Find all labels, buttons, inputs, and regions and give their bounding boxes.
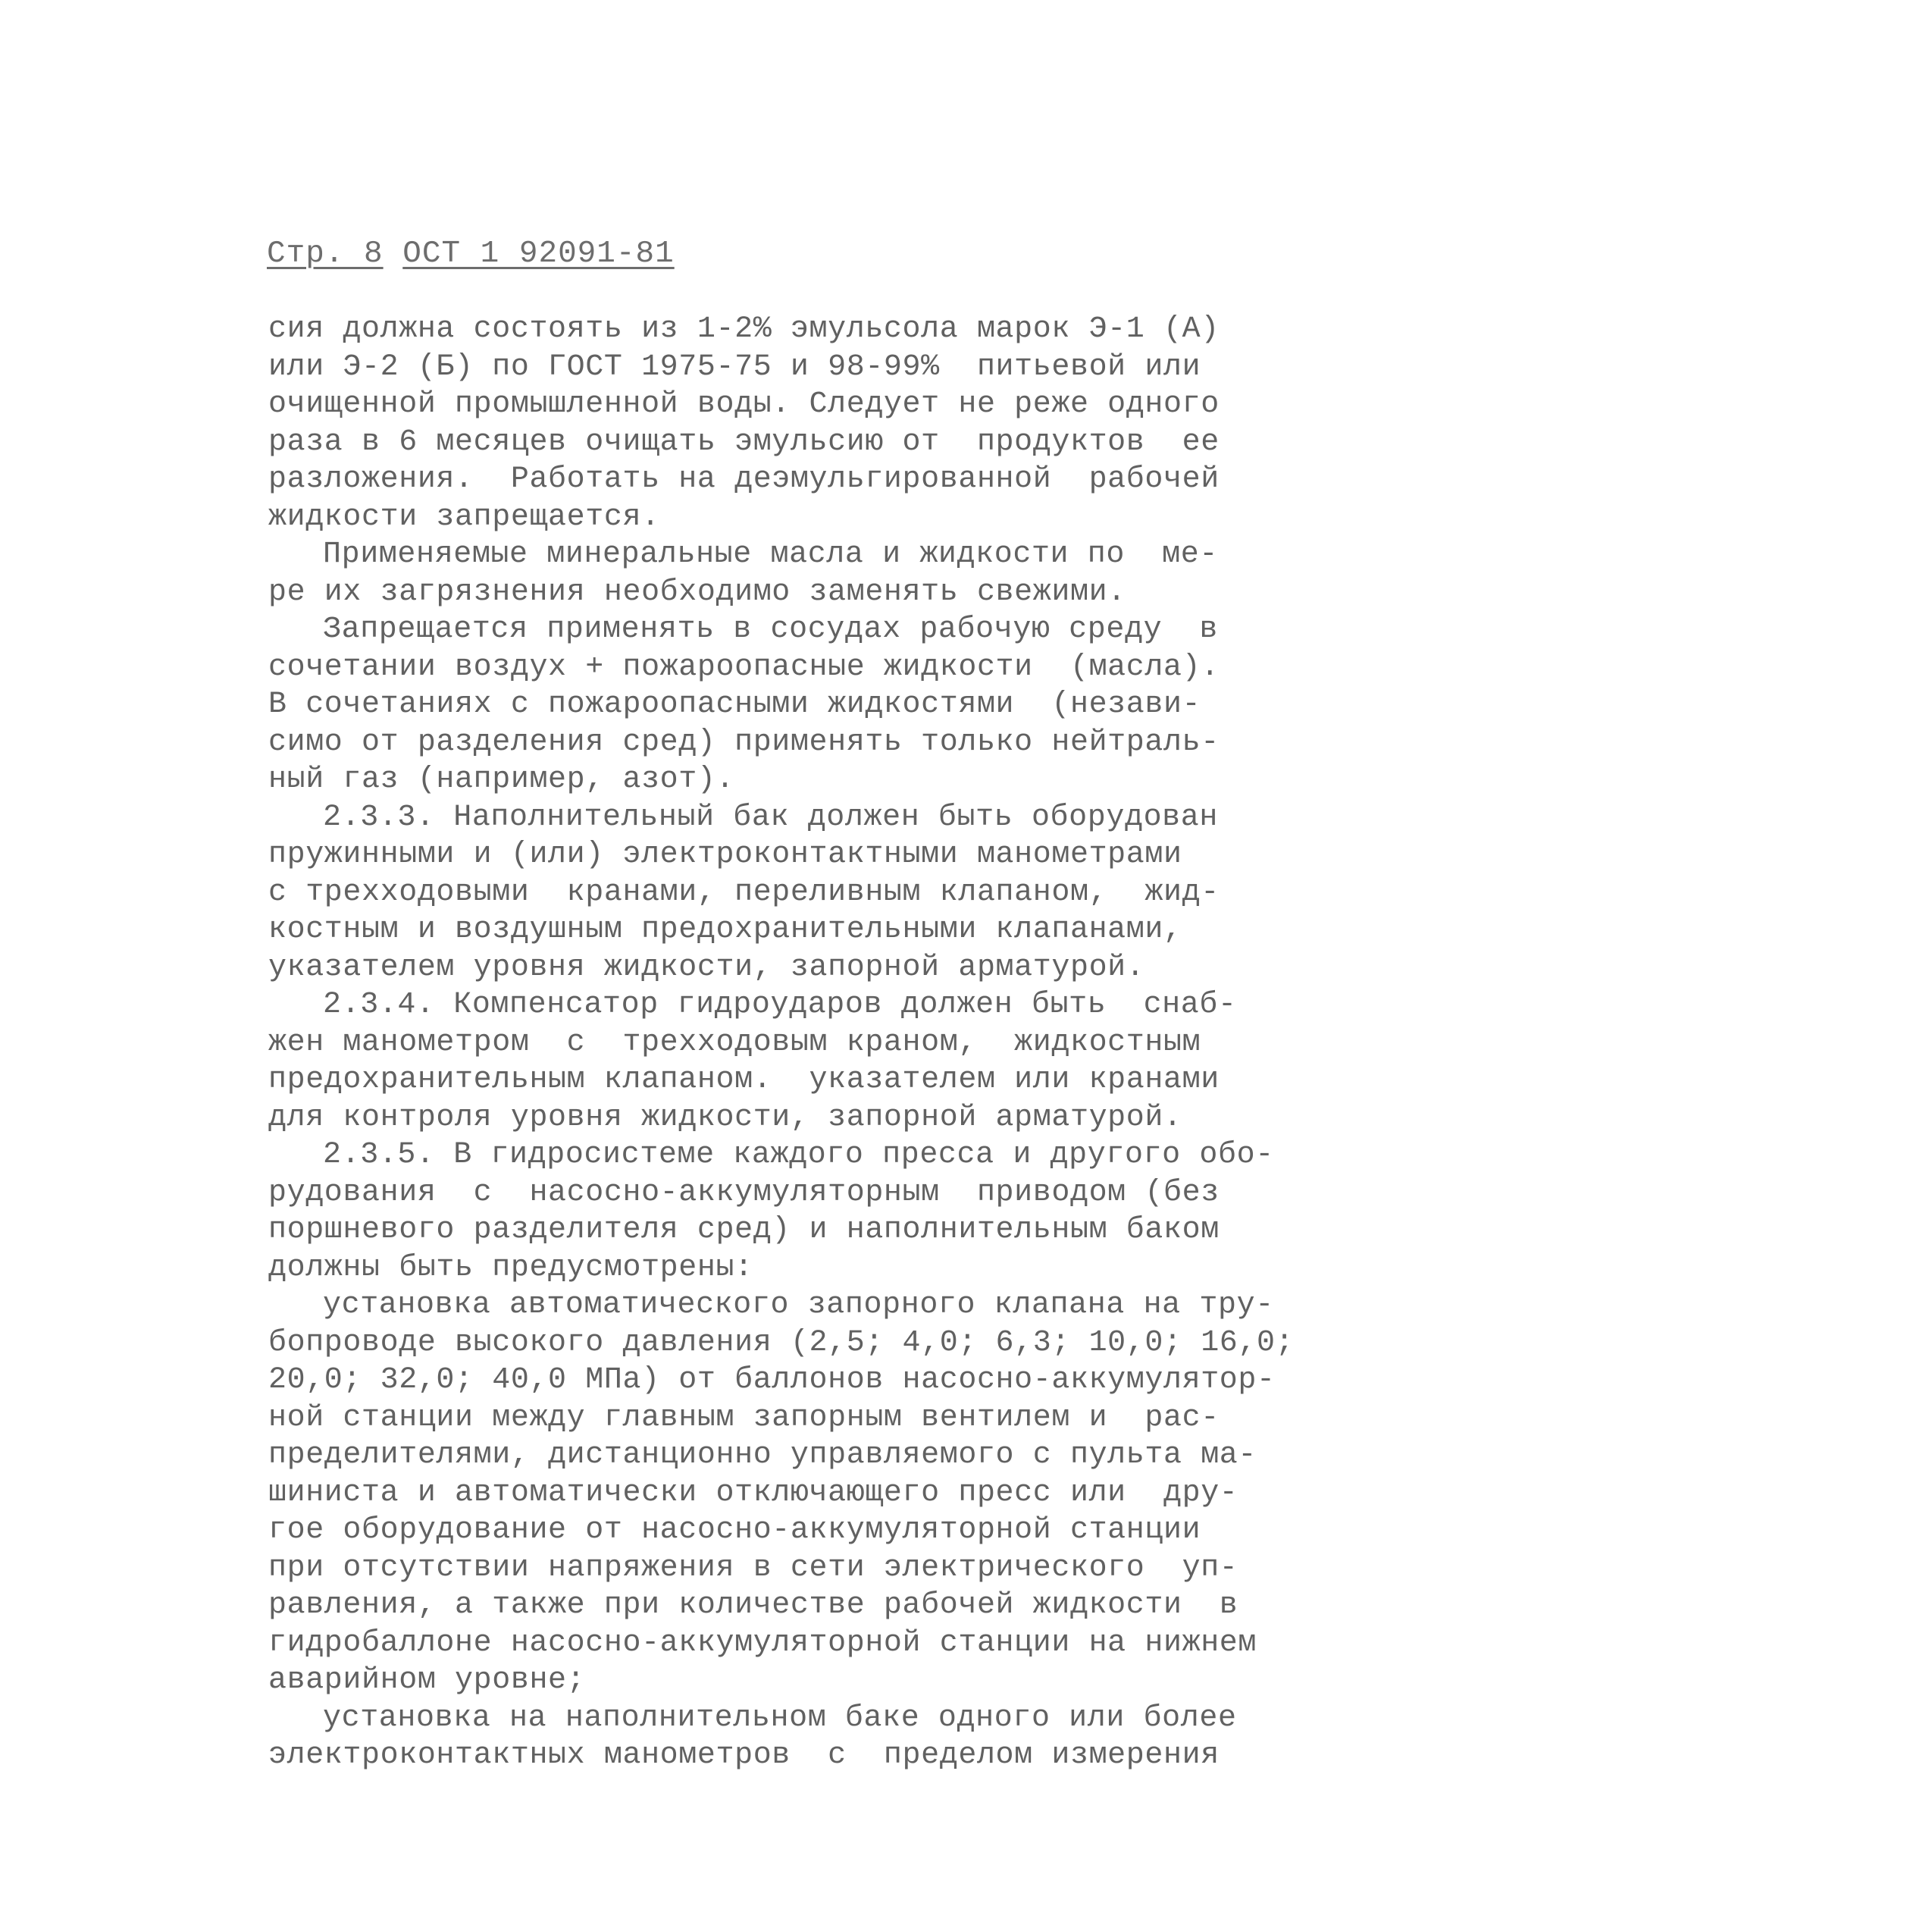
text-line: должны быть предусмотрены: bbox=[268, 1250, 753, 1285]
text-line: гое оборудование от насосно-аккумуляторной станции bbox=[268, 1513, 1201, 1547]
text-line: Запрещается применять в сосудах рабочую среду в bbox=[323, 613, 1218, 647]
text-line: 2.3.5. В гидросистеме каждого пресса и другого обо- bbox=[323, 1138, 1274, 1172]
text-line: 20,0; 32,0; 40,0 МПа) от баллонов насосно-аккумулятор- bbox=[268, 1363, 1276, 1397]
text-line: сочетании воздух + пожароопасные жидкости (масла). bbox=[268, 650, 1220, 685]
text-line: разложения. Работать на деэмульгированной рабочей bbox=[268, 462, 1220, 497]
text-line: В сочетаниях с пожароопасными жидкостями (незави- bbox=[268, 688, 1201, 722]
text-line: установка на наполнительном баке одного или более bbox=[323, 1701, 1237, 1735]
paragraph-prohibition bbox=[268, 611, 1269, 799]
text-line: очищенной промышленной воды. Следует не реже одного bbox=[268, 387, 1220, 422]
list-item-contact-gauges bbox=[268, 1700, 1269, 1775]
section-2-3-5 bbox=[268, 1136, 1274, 1287]
document-body bbox=[268, 311, 1295, 1775]
text-line: равления, а также при количестве рабочей жидкости в bbox=[268, 1588, 1238, 1622]
text-line: раза в 6 месяцев очищать эмульсию от продуктов ее bbox=[268, 425, 1220, 459]
text-line: поршневого разделителя сред) и наполнительным баком bbox=[268, 1213, 1220, 1247]
text-line: 2.3.4. Компенсатор гидроударов должен быть снаб- bbox=[323, 988, 1237, 1022]
list-item-auto-valve bbox=[268, 1287, 1295, 1700]
text-line: с трехходовыми кранами, переливным клапаном, жид- bbox=[268, 875, 1220, 910]
text-line: жен манометром с трехходовым краном, жидкостным bbox=[268, 1025, 1201, 1060]
text-line: пределителями, дистанционно управляемого с пульта ма- bbox=[268, 1438, 1257, 1472]
text-line: аварийном уровне; bbox=[268, 1663, 586, 1697]
text-line: указателем уровня жидкости, запорной арматурой. bbox=[268, 950, 1145, 985]
text-line: предохранительным клапаном. указателем или кранами bbox=[268, 1063, 1220, 1097]
section-2-3-3 bbox=[268, 799, 1269, 987]
text-line: ре их загрязнения необходимо заменять свежими. bbox=[268, 575, 1126, 610]
text-line: жидкости запрещается. bbox=[268, 500, 660, 534]
text-line: для контроля уровня жидкости, запорной арматурой. bbox=[268, 1100, 1182, 1135]
header-separator bbox=[384, 237, 403, 271]
text-line: ный газ (например, азот). bbox=[268, 763, 735, 797]
text-line: пружинными и (или) электроконтактными манометрами bbox=[268, 838, 1182, 872]
page-number-label: Стр. 8 bbox=[267, 237, 384, 271]
paragraph-mineral-oils bbox=[268, 536, 1269, 611]
text-line: рудования с насосно-аккумуляторным приводом (без bbox=[268, 1175, 1220, 1210]
standard-designation: ОСТ 1 92091-81 bbox=[402, 237, 675, 271]
text-line: ной станции между главным запорным вентилем и рас- bbox=[268, 1400, 1220, 1435]
text-line: или Э-2 (Б) по ГОСТ 1975-75 и 98-99% питьевой или bbox=[268, 350, 1201, 384]
section-2-3-4 bbox=[268, 986, 1269, 1136]
text-line: гидробаллоне насосно-аккумуляторной станции на нижнем bbox=[268, 1625, 1257, 1660]
text-line: костным и воздушным предохранительными клапанами, bbox=[268, 913, 1182, 947]
text-line: электроконтактных манометров с пределом измерения bbox=[268, 1738, 1220, 1773]
text-line: бопроводе высокого давления (2,5; 4,0; 6,3; 10,0; 16,0; bbox=[268, 1325, 1295, 1360]
page-header bbox=[267, 237, 675, 271]
text-line: установка автоматического запорного клапана на тру- bbox=[323, 1288, 1274, 1322]
text-line: Применяемые минеральные масла и жидкости по ме- bbox=[323, 538, 1218, 572]
text-line: сия должна состоять из 1-2% эмульсола марок Э-1 (А) bbox=[268, 312, 1220, 346]
text-line: шиниста и автоматически отключающего пресс или дру- bbox=[268, 1475, 1238, 1510]
text-line: симо от разделения сред) применять только нейтраль- bbox=[268, 725, 1220, 760]
paragraph-continuation bbox=[268, 311, 1269, 536]
text-line: 2.3.3. Наполнительный бак должен быть оборудован bbox=[323, 800, 1218, 835]
text-line: при отсутствии напряжения в сети электрического уп- bbox=[268, 1550, 1238, 1585]
